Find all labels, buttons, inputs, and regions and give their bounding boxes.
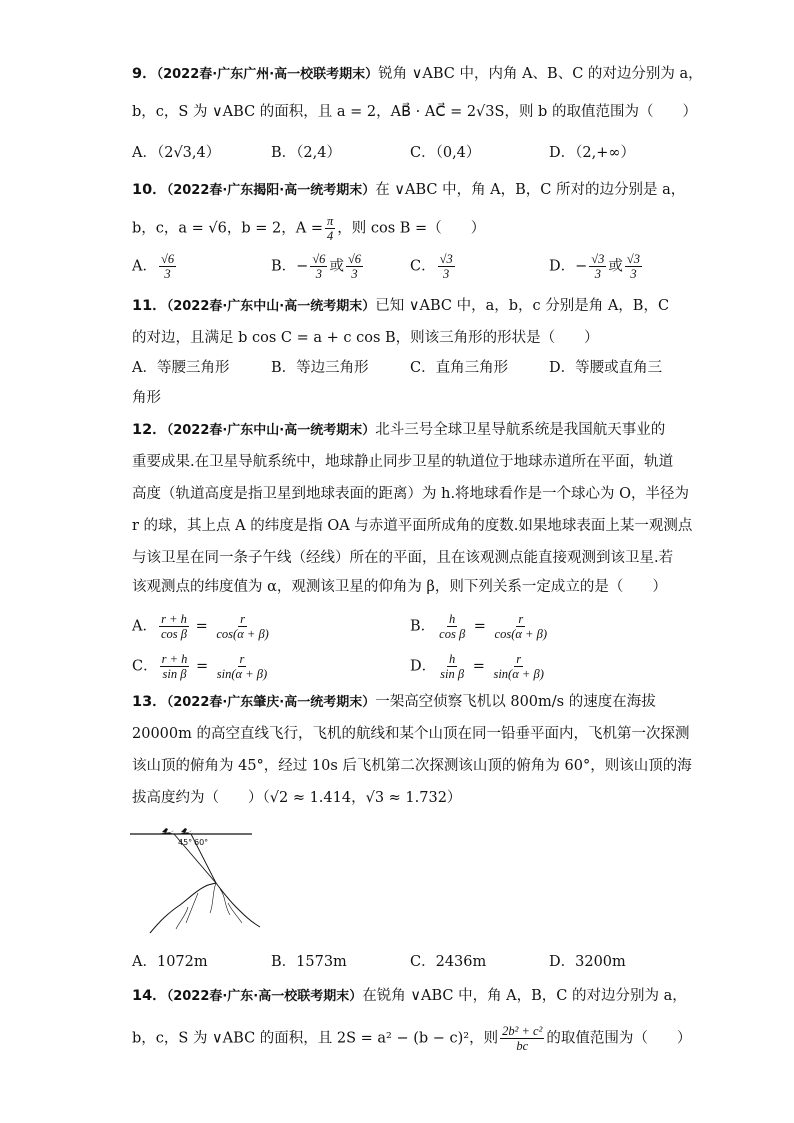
q13-mountain-figure	[128, 823, 263, 938]
q14-line2	[132, 1024, 691, 1053]
q9-number: 9．	[132, 66, 157, 82]
q10-d-frac1	[589, 252, 606, 281]
q10-d-den1: 3	[594, 267, 601, 281]
q10-d-num1: √3	[591, 252, 605, 266]
q12-c-rn: r	[239, 652, 245, 666]
q10-b-den1: 3	[315, 267, 322, 281]
q10-a-label: A．	[132, 258, 157, 275]
airplane-icon	[156, 828, 176, 834]
q10-d-or: 或	[608, 258, 623, 275]
q12-option-c[interactable]: C． $\frac{r + h}{\text{sin β}}$ = $\frac{r}{\sin(\alpha + \beta)}$	[132, 652, 268, 681]
q10-b-or: 或	[329, 258, 344, 275]
q13-stem-1: 一架高空侦察飞机以 800m/s 的速度在海拔	[375, 694, 656, 710]
q10-b-frac1	[310, 252, 327, 281]
q12-line4: r 的球，其上点 A 的纬度是指 OA 与赤道平面所成角的度数.如果地球表面上某一观测点	[132, 518, 693, 534]
q14-number: 14．	[132, 988, 167, 1004]
q10-stem-2b: ，则 cos B =（ ）	[337, 220, 486, 237]
q10-a-frac	[159, 252, 176, 281]
q10-stem-1: 在 ∨ABC 中，角 A，B，C 所对的边分别是 a，	[375, 182, 686, 198]
q14-source: （2022春·广东·高一校联考期末）	[166, 989, 363, 1004]
q10-a-num: √6	[160, 252, 175, 266]
q10-c-label: C．	[410, 258, 436, 275]
q12-d-rd: sin(α + β)	[493, 667, 544, 681]
q12-b-left	[437, 612, 467, 641]
q12-c-label: C．	[132, 658, 158, 675]
q13-line1	[132, 692, 656, 713]
q12-a-rn: r	[240, 612, 246, 626]
angle-label-45: 45°	[178, 838, 193, 847]
q13-option-d[interactable]: D．3200m	[549, 954, 626, 970]
q10-d-sign: −	[575, 258, 588, 275]
q13-number: 13．	[132, 694, 167, 710]
q12-b-rd: cos(α + β)	[494, 627, 548, 641]
q11-option-c[interactable]: C．直角三角形	[410, 360, 509, 376]
q12-d-ln: h	[448, 652, 456, 666]
q10-d-den2: 3	[630, 267, 637, 281]
q12-a-ln: r + h	[161, 612, 187, 626]
q13-option-a[interactable]: A．1072m	[132, 954, 208, 970]
q9-line2: b，c，S 为 ∨ABC 的面积，且 a = 2，AB⃗ · AC⃗ = 2√3S，则 b 的取值范围为（ ）	[132, 104, 697, 120]
q12-b-ld: cos β	[439, 627, 466, 641]
q12-a-ld: cos β	[160, 627, 187, 641]
q9-option-a[interactable]: A．（2√3,4）	[132, 145, 221, 161]
q11-option-d-wrap: 角形	[132, 390, 161, 406]
q12-b-rn: r	[518, 612, 524, 626]
q10-b-num2: √6	[347, 252, 362, 266]
q12-option-a[interactable]: A． $\frac{r + h}{\text{cos β}}$ = $\frac{r}{\cos(\alpha + \beta)}$	[132, 612, 269, 641]
q12-line2: 重要成果.在卫星导航系统中，地球静止同步卫星的轨道位于地球赤道所在平面，轨道	[132, 454, 674, 470]
q12-c-left	[160, 652, 190, 681]
q13-option-c[interactable]: C．2436m	[410, 954, 487, 970]
q11-number: 11．	[132, 298, 167, 314]
q14-stem-2a: b，c，S 为 ∨ABC 的面积，且 2S = a² − (b − c)²，则	[132, 1030, 499, 1047]
q10-a-den: 3	[164, 267, 171, 281]
q12-a-label: A．	[132, 618, 157, 635]
q10-stem-2a: b，c，a = √6，b = 2，A =	[132, 220, 323, 237]
q10-b-frac2	[346, 252, 363, 281]
q12-option-b[interactable]: B． $\frac{h}{\text{cos β}}$ = $\frac{r}{\cos(\alpha + \beta)}$	[410, 612, 548, 641]
q12-d-right	[491, 652, 545, 681]
q14-line1	[132, 986, 687, 1007]
q12-d-ld: sin β	[440, 667, 465, 681]
q10-angle-fraction	[325, 214, 335, 243]
q11-line2: 的对边，且满足 b cos C = a + c cos B，则该三角形的形状是（ ）	[132, 330, 599, 346]
q10-c-num: √3	[439, 252, 453, 266]
q13-line3: 该山顶的俯角为 45°，经过 10s 后飞机第二次探测该山顶的俯角为 60°，则该山顶的海	[132, 758, 692, 774]
q13-line2: 20000m 的高空直线飞行，飞机的航线和某个山顶在同一铅垂平面内，飞机第一次探测	[132, 726, 690, 742]
q11-option-b[interactable]: B．等边三角形	[271, 360, 369, 376]
q10-c-den: 3	[443, 267, 450, 281]
q12-a-right	[214, 612, 270, 641]
q9-stem-1: 锐角 ∨ABC 中，内角 A、B、C 的对边分别为 a，	[378, 66, 703, 82]
q10-source: （2022春·广东揭阳·高一统考期末）	[166, 183, 376, 198]
mountain-hatching	[176, 883, 242, 929]
q10-b-label: B．	[271, 258, 297, 275]
q12-line6: 该观测点的纬度值为 α，观测该卫星的仰角为 β，则下列关系一定成立的是（ ）	[132, 579, 667, 595]
q11-option-a[interactable]: A．等腰三角形	[132, 360, 230, 376]
q12-b-right	[493, 612, 549, 641]
airplane-icon-second	[176, 828, 194, 834]
q14-stem-1: 在锐角 ∨ABC 中，角 A，B，C 的对边分别为 a，	[362, 988, 687, 1004]
q12-c-ln: r + h	[161, 652, 188, 666]
q12-option-d[interactable]: D． $\frac{h}{\text{sin β}}$ = $\frac{r}{\sin(\alpha + \beta)}$	[410, 652, 544, 681]
q10-b-num1: √6	[312, 252, 326, 266]
q14-fraction	[500, 1024, 544, 1053]
q13-source: （2022春·广东肇庆·高一统考期末）	[166, 695, 376, 710]
q12-b-label: B．	[410, 618, 436, 635]
q10-option-c[interactable]	[410, 252, 457, 281]
q12-b-ln: h	[449, 612, 456, 626]
q12-line3: 高度（轨道高度是指卫星到地球表面的距离）为 h.将地球看作是一个球心为 O，半径为	[132, 486, 690, 502]
q12-c-right	[215, 652, 269, 681]
q12-number: 12．	[132, 422, 167, 438]
q9-line1	[132, 64, 703, 85]
q10-line1	[132, 180, 685, 201]
q10-c-frac	[438, 252, 455, 281]
q9-option-d[interactable]: D．（2,+∞）	[549, 145, 635, 161]
q10-number: 10．	[132, 182, 167, 198]
q11-option-d[interactable]: D．等腰或直角三	[549, 360, 663, 376]
q10-d-label: D．	[549, 258, 576, 275]
q10-d-num2: √3	[626, 252, 641, 266]
q10-option-b[interactable]	[271, 252, 365, 281]
q9-option-b[interactable]: B．（2,4）	[271, 145, 341, 161]
q10-frac-den: 4	[327, 229, 334, 243]
q9-source: （2022春·广东广州·高一校联考期末）	[156, 67, 379, 82]
q12-d-rn: r	[516, 652, 522, 666]
q12-d-label: D．	[410, 658, 437, 675]
q12-a-left	[159, 612, 189, 641]
q10-option-d[interactable]	[549, 252, 644, 281]
q11-stem-1: 已知 ∨ABC 中，a，b，c 分别是角 A，B，C	[375, 298, 670, 314]
mountain-outline	[150, 883, 260, 933]
q13-option-b[interactable]: B．1573m	[271, 954, 347, 970]
q12-stem-1: 北斗三号全球卫星导航系统是我国航天事业的	[375, 422, 666, 438]
q11-line1	[132, 296, 669, 317]
q12-c-ld: sin β	[162, 667, 187, 681]
q10-d-frac2	[625, 252, 642, 281]
q12-line1	[132, 420, 665, 441]
q12-line5: 与该卫星在同一条子午线（经线）所在的平面，且在该观测点能直接观测到该卫星.若	[132, 550, 674, 566]
q11-source: （2022春·广东中山·高一统考期末）	[166, 299, 376, 314]
q10-line2	[132, 214, 485, 243]
q9-option-c[interactable]: C．（0,4）	[410, 145, 481, 161]
q13-line4: 拔高度约为（ ）（√2 ≈ 1.414，√3 ≈ 1.732）	[132, 790, 462, 806]
q12-source: （2022春·广东中山·高一统考期末）	[166, 423, 376, 438]
q14-frac-num: 2b² + c²	[502, 1024, 543, 1038]
q10-b-den2: 3	[351, 267, 358, 281]
q10-frac-num: π	[327, 214, 334, 228]
q12-a-rd: cos(α + β)	[216, 627, 269, 641]
q14-stem-2b: 的取值范围为（ ）	[546, 1030, 692, 1047]
angle-label-60: 60°	[194, 838, 209, 847]
q14-frac-den: bc	[516, 1039, 529, 1053]
q10-b-sign: −	[296, 258, 309, 275]
q12-d-left	[438, 652, 466, 681]
q12-c-rd: sin(α + β)	[216, 667, 268, 681]
q10-option-a[interactable]	[132, 252, 178, 281]
